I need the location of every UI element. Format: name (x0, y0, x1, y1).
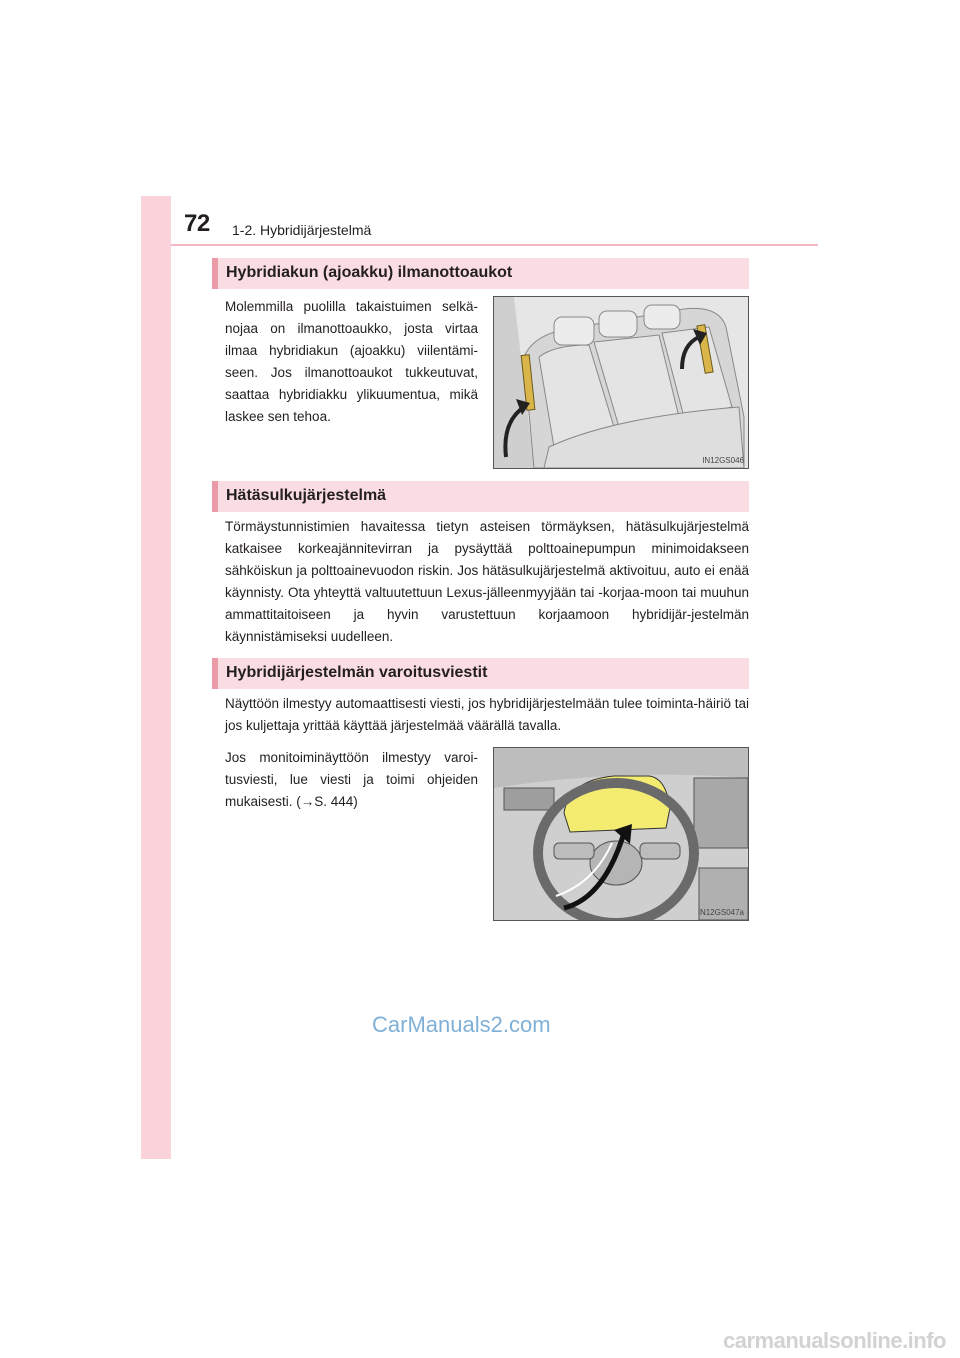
header-divider (171, 244, 818, 246)
section-paragraph-warning-messages: Näyttöön ilmestyy automaattisesti viesti, jos hybridijärjestelmään tulee toiminta-häiriö tai jos kuljettaja yrittää käyttää järjestelmää väärällä tavalla. (225, 696, 749, 733)
figure-code: IN12GS047a (697, 908, 744, 917)
section-heading-warning-messages (212, 658, 749, 689)
chapter-sidebar-tab (141, 196, 171, 1159)
rear-seat-air-vent-figure (493, 296, 749, 469)
section-heading-air-intake (212, 258, 749, 289)
section-heading-emergency-shutoff (212, 481, 749, 512)
section-paragraph-emergency-shutoff: Törmäystunnistimien havaitessa tietyn asteisen törmäyksen, hätäsulkujärjestelmä katkaisee korkeajännitevirran ja pysäyttää polttoainepumpun minimoidakseen sähköiskun ja polttoainevuodon riskin. Jos hätäsulkujärjestelmä aktivoituu, auto ei enää käynnisty. Ota yhteyttä valtuutettuun Lexus-jälleenmyyjään tai -korjaa-moon tai muuhun ammattitaitoiseen ja hyvin varustettuun korjaamoon hybridijär-jestelmän käynnistämiseksi uudelleen. (225, 519, 749, 644)
watermark-carmanuals2: CarManuals2.com (372, 1012, 551, 1037)
page-number: 72 (184, 210, 210, 237)
section-paragraph-air-intake: Molemmilla puolilla takaistuimen selkä-nojaa on ilmanottoaukko, josta virtaa ilmaa hybridiakun (ajoakku) viilentämi-seen. Jos ilmanottoaukot tukkeutuvat, saattaa hybridiakku ylikuumentua, mikä laskee sen tehoa. (225, 299, 478, 424)
dashboard-illustration (494, 748, 748, 920)
watermark-carmanualsonline: carmanualsonline.info (723, 1328, 946, 1353)
section-paragraph-warning-instructions: Jos monitoiminäyttöön ilmestyy varoi-tusviesti, lue viesti ja toimi ohjeiden mukaisesti. (→S. 444) (225, 750, 478, 809)
rear-seat-illustration (494, 297, 748, 468)
instrument-cluster-figure (493, 747, 749, 921)
section-heading-text: Hätäsulkujärjestelmä (226, 487, 387, 504)
chapter-title: 1-2. Hybridijärjestelmä (232, 222, 372, 238)
section-heading-text: Hybridiakun (ajoakku) ilmanottoaukot (226, 264, 513, 281)
section-heading-text: Hybridijärjestelmän varoitusviestit (226, 664, 488, 681)
figure-code: IN12GS046 (702, 456, 744, 465)
